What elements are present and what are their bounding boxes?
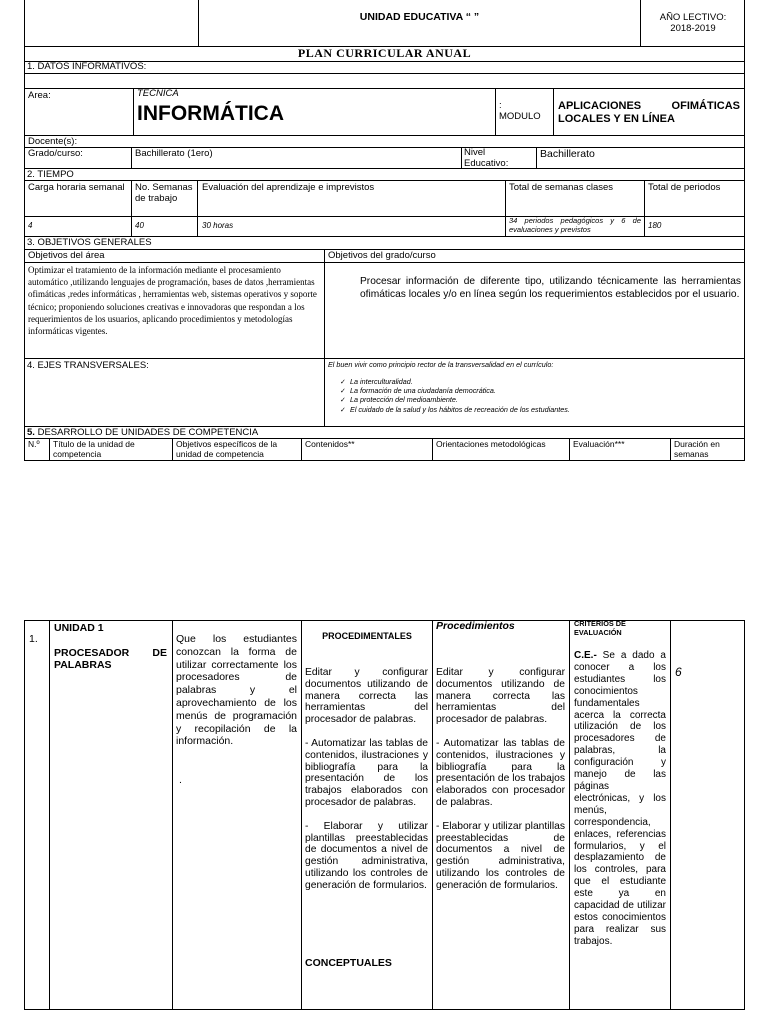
divider — [197, 180, 198, 236]
divider — [432, 620, 433, 1010]
objetivos-area-text: Optimizar el tratamiento de la información mediante el procesamiento automático ,utilizando lenguajes de programación, bases de datos ,herramientas ofimáticas ,redes informáticas , herramientas web, sistemas operativos y soporte técnico; proponiendo soluciones creativas e innovadoras que respondan a los requerimientos de los usuarios, aplicando procedimientos y metodologías informáticas vigentes. — [28, 265, 317, 337]
divider — [49, 620, 50, 1010]
section-desarrollo-title: DESARROLLO DE UNIDADES DE COMPETENCIA — [34, 427, 259, 438]
eval-ce: C.E.- — [574, 650, 597, 661]
divider — [301, 620, 302, 1010]
contents-item: - Automatizar las tablas de contenidos, ilustraciones y bibliografía para la presentación de los trabajos elaborados con procesador de palabras. — [305, 737, 428, 808]
divider — [644, 180, 645, 236]
col-contenidos: Contenidos** — [305, 439, 355, 449]
plan-title: PLAN CURRICULAR ANUAL — [297, 46, 472, 60]
col-numero: N.º — [28, 439, 40, 449]
method-list — [436, 667, 565, 892]
area-label: Area: — [28, 90, 51, 101]
unit-objective-dot: . — [179, 774, 182, 786]
modulo-label: MODULO — [499, 111, 541, 122]
objetivos-grado-text: Procesar información de diferente tipo, utilizando técnicamente las herramientas ofimáticas locales y/o en línea según los requerimientos establecidos por el usuario. — [360, 276, 741, 300]
section-desarrollo — [27, 427, 258, 438]
unit-duration: 6 — [675, 665, 682, 679]
divider — [49, 438, 50, 461]
nivel-value: Bachillerato — [540, 148, 595, 160]
divider — [301, 438, 302, 461]
unit-objective: Que los estudiantes conozcan la forma de utilizar correctamente los procesadores de palabras y el aprovechamiento de los menús de programación y recopilación de la información. — [176, 633, 297, 748]
unit-title: UNIDAD 1 — [54, 622, 104, 634]
modulo-value: APLICACIONES OFIMÁTICAS LOCALES Y EN LÍNEA — [558, 100, 740, 125]
ejes-item: ✓ La interculturalidad. — [340, 377, 570, 386]
tiempo-value-total-semanas: 34 periodos pedagógicos y 6 de evaluaciones y previstos — [509, 216, 641, 234]
eval-heading: CRITERIOS DE EVALUACIÓN — [574, 619, 626, 637]
divider — [24, 73, 745, 74]
tiempo-value-carga: 4 — [28, 221, 33, 230]
divider — [670, 620, 671, 1010]
contents-item: - Elaborar y utilizar plantillas preestablecidas de documentos a nivel de gestión administrativa, utilizando los controles de generación de formularios. — [305, 820, 428, 891]
ejes-intro: El buen vivir como principio rector de la transversalidad en el currículo: — [328, 360, 554, 369]
section-datos: 1. DATOS INFORMATIVOS: — [27, 61, 147, 72]
divider — [324, 249, 325, 358]
method-item: - Elaborar y utilizar plantillas preestablecidas de documentos a nivel de gestión administrativa, utilizando los controles de generación de formularios. — [436, 820, 565, 891]
docentes-label: Docente(s): — [28, 136, 78, 147]
divider — [461, 147, 462, 168]
tiempo-header-total-periodos: Total de periodos — [648, 182, 721, 193]
area-type: TECNICA — [137, 88, 179, 99]
section-ejes: 4. EJES TRANSVERSALES: — [27, 360, 149, 371]
divider — [432, 438, 433, 461]
divider — [324, 358, 325, 426]
school-name: UNIDAD EDUCATIVA “ ” — [359, 11, 480, 23]
ejes-item: ✓ La formación de una ciudadanía democrática. — [340, 386, 570, 395]
divider — [24, 147, 745, 148]
eval-text — [574, 650, 666, 948]
divider — [536, 147, 537, 168]
col-duracion: Duración en semanas — [674, 439, 720, 459]
contents-list — [305, 667, 428, 892]
divider — [553, 88, 554, 135]
tiempo-header-semanas: No. Semanas de trabajo — [135, 182, 193, 204]
divider — [172, 620, 173, 1010]
method-item: - Automatizar las tablas de contenidos, ilustraciones y bibliografía para la presentación de los trabajos elaborados con procesador de palabras. — [436, 737, 565, 808]
objetivos-area-header: Objetivos del área — [28, 250, 105, 261]
grado-value: Bachillerato (1ero) — [135, 148, 213, 159]
section-desarrollo-number: 5. — [27, 427, 35, 438]
divider — [495, 88, 496, 135]
grado-label: Grado/curso: — [28, 148, 83, 159]
ejes-item: ✓ La protección del medioambiente. — [340, 395, 570, 404]
divider — [24, 168, 745, 169]
unit-number: 1. — [29, 633, 38, 645]
tiempo-header-total-semanas: Total de semanas clases — [509, 182, 614, 193]
method-heading: Procedimientos — [436, 620, 515, 632]
area-name: INFORMÁTICA — [137, 102, 284, 125]
divider — [505, 180, 506, 236]
eval-body: Se a dado a conocer a los estudiantes los conocimientos fundamentales acerca la correcta utilización de los procesadores de palabras, la configuración y manejo de las páginas electrónicas, y los menús, correspondencia, enlaces, referencias formularios, y el desplazamiento de los controles, para que el estudiante este ya en capacidad de utilizar estos conocimientos para realizar sus trabajos. — [574, 650, 666, 947]
divider — [24, 262, 745, 263]
year-label: AÑO LECTIVO: — [659, 12, 727, 23]
divider — [131, 180, 132, 236]
tiempo-header-carga: Carga horaria semanal — [28, 182, 125, 193]
divider — [670, 438, 671, 461]
divider — [24, 180, 745, 181]
contents-item: Editar y configurar documentos utilizando de manera correcta las herramientas del procesador de palabras. — [305, 667, 428, 726]
contents-heading-conceptuales: CONCEPTUALES — [305, 957, 392, 969]
modulo-colon: : — [499, 100, 502, 111]
contents-heading: PROCEDIMENTALES — [322, 631, 412, 641]
tiempo-header-evaluacion: Evaluación del aprendizaje e imprevistos — [202, 182, 375, 193]
tiempo-value-semanas: 40 — [135, 221, 144, 230]
section-objetivos: 3. OBJETIVOS GENERALES — [27, 237, 152, 248]
divider — [569, 438, 570, 461]
col-titulo: Título de la unidad de competencia — [53, 439, 135, 459]
year-value: 2018-2019 — [670, 23, 716, 34]
col-evaluacion: Evaluación*** — [573, 439, 625, 449]
divider — [24, 135, 745, 136]
col-objetivos: Objetivos específicos de la unidad de competencia — [176, 439, 278, 459]
col-orientaciones: Orientaciones metodológicas — [436, 439, 546, 449]
divider — [198, 0, 199, 46]
tiempo-value-evaluacion: 30 horas — [202, 221, 234, 230]
section-tiempo: 2. TIEMPO — [27, 169, 74, 180]
ejes-list — [340, 377, 570, 414]
method-item: Editar y configurar documentos utilizando de manera correcta las herramientas del procesador de palabras. — [436, 667, 565, 726]
tiempo-value-total-periodos: 180 — [648, 221, 662, 230]
unit-subtitle: PROCESADOR DE PALABRAS — [54, 647, 167, 671]
divider — [24, 358, 745, 359]
divider — [569, 620, 570, 1010]
nivel-label: Nivel Educativo: — [464, 147, 509, 169]
divider — [131, 147, 132, 168]
ejes-item: ✓ El cuidado de la salud y los hábitos de recreación de los estudiantes. — [340, 405, 570, 414]
divider — [133, 88, 134, 135]
objetivos-grado-header: Objetivos del grado/curso — [328, 250, 436, 261]
divider — [172, 438, 173, 461]
